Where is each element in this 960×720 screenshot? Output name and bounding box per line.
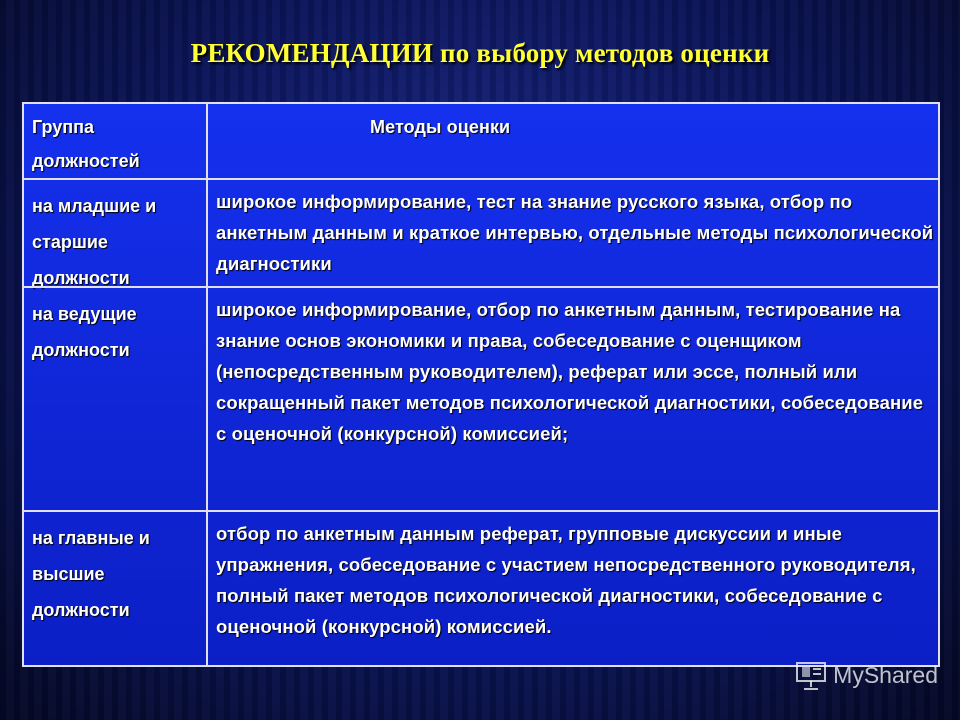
header-group: Группа должностей (24, 104, 208, 178)
table-header-row (24, 104, 938, 178)
row-methods: отбор по анкетным данным реферат, групповые дискуссии и иные упражнения, собеседование с участием непосредственного руководителя, полный пакет методов психологической диагностики, собеседование с оценочной (конкурсной) комиссией. (216, 523, 916, 637)
header-methods: Методы оценки (370, 117, 511, 137)
presentation-board-icon (794, 660, 828, 690)
table-row (24, 286, 938, 510)
watermark (794, 660, 938, 690)
row-methods: широкое информирование, тест на знание русского языка, отбор по анкетным данным и краткое интервью, отдельные методы психологической диагностики (216, 191, 934, 274)
watermark-text: MyShared (833, 661, 938, 688)
table-row (24, 178, 938, 286)
table-row (24, 510, 938, 665)
row-group: на младшие и старшие должности (24, 180, 208, 286)
row-methods: широкое информирование, отбор по анкетным данным, тестирование на знание основ экономики и права, собеседование с оценщиком (непосредственным руководителем), реферат или эссе, полный или сокращенный пакет методов психологической диагностики, собеседование с оценочной (конкурсной) комиссией; (216, 299, 924, 444)
slide-title: РЕКОМЕНДАЦИИ по выбору методов оценки (190, 38, 770, 68)
row-group: на ведущие должности (24, 288, 208, 510)
row-group: на главные и высшие должности (24, 512, 208, 665)
methods-table (22, 102, 940, 667)
